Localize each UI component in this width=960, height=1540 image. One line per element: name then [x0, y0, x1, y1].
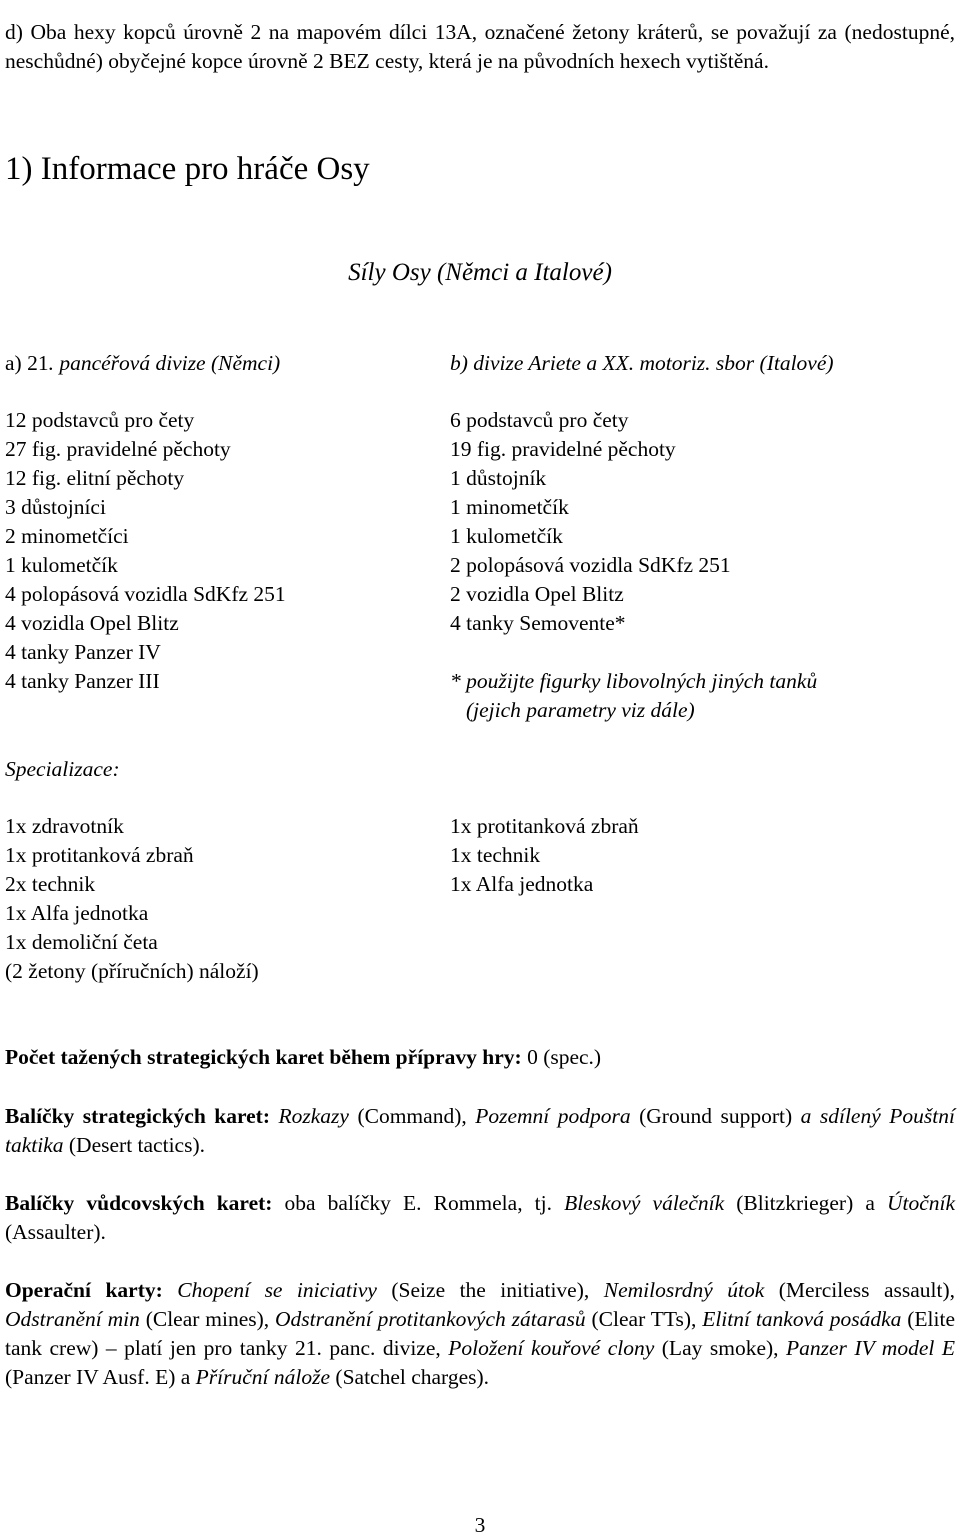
- card-name: Chopení se iniciativy: [177, 1278, 377, 1302]
- list-item: 1x Alfa jednotka: [450, 872, 594, 896]
- list-item: 27 fig. pravidelné pěchoty: [5, 437, 231, 461]
- subheading: Síly Osy (Němci a Italové): [348, 259, 612, 286]
- leader-decks: [5, 1189, 955, 1247]
- left-forces-title: [5, 349, 445, 378]
- deck-name: Bleskový válečník: [564, 1191, 725, 1215]
- card-name: Položení kouřové clony: [448, 1336, 655, 1360]
- text-run: (Desert tactics).: [63, 1133, 205, 1157]
- card-name: Odstranění min: [5, 1307, 140, 1331]
- strategic-decks: [5, 1102, 955, 1160]
- text-run: (Merciless assault),: [764, 1278, 956, 1302]
- list-item: 4 polopásová vozidla SdKfz 251: [5, 582, 286, 606]
- text-run: [163, 1278, 177, 1302]
- left-title-rest: . pancéřová divize (Němci): [48, 351, 281, 375]
- card-name: Nemilosrdný útok: [603, 1278, 765, 1302]
- text-run: (Seize the initiative),: [376, 1278, 604, 1302]
- right-forces-column: [450, 349, 950, 725]
- section-heading: 1) Informace pro hráče Osy: [5, 151, 370, 187]
- deck-name: Pozemní podpora: [475, 1104, 631, 1128]
- list-item: 1x technik: [450, 843, 541, 867]
- strategic-draw-label: Počet tažených strategických karet během přípravy hry:: [5, 1045, 522, 1069]
- text-run: (Clear TTs),: [585, 1307, 703, 1331]
- list-item: 2 minometčíci: [5, 524, 129, 548]
- list-item: 1x demoliční četa: [5, 930, 158, 954]
- card-name: Elitní tanková posádka: [702, 1307, 902, 1331]
- list-item: 1x protitanková zbraň: [450, 814, 639, 838]
- strategic-draw-value: 0 (spec.): [521, 1045, 602, 1069]
- specializations-label: Specializace:: [5, 757, 120, 781]
- text-run: (Command),: [348, 1104, 476, 1128]
- card-name: Odstranění protitankových zátarasů: [275, 1307, 586, 1331]
- text-run: (Panzer IV Ausf. E) a: [5, 1365, 196, 1389]
- text-run: (Lay smoke),: [654, 1336, 787, 1360]
- strategic-draw: [5, 1043, 955, 1072]
- text-run: (Assaulter).: [5, 1220, 106, 1244]
- list-item: 2 vozidla Opel Blitz: [450, 582, 624, 606]
- left-forces-column: [5, 349, 445, 696]
- list-item: 12 podstavců pro čety: [5, 408, 195, 432]
- footnote-line: * použijte figurky libovolných jiných tanků: [450, 669, 818, 693]
- list-item: 12 fig. elitní pěchoty: [5, 466, 185, 490]
- text-run: (Satchel charges).: [330, 1365, 490, 1389]
- deck-name: Rozkazy: [278, 1104, 349, 1128]
- spacer: [5, 378, 445, 406]
- text-run: [270, 1104, 279, 1128]
- text-run: oba balíčky E. Rommela, tj.: [272, 1191, 565, 1215]
- spec-left-column: [5, 812, 445, 986]
- page-number: 3: [474, 1513, 486, 1537]
- list-item: 6 podstavců pro čety: [450, 408, 629, 432]
- text-run: (Elite tank crew) – platí jen pro tanky 21. panc. divize,: [5, 1307, 955, 1360]
- list-item: 1x zdravotník: [5, 814, 124, 838]
- deck-name: a sdílený Pouštní taktika: [5, 1104, 955, 1157]
- card-name: Panzer IV model E: [786, 1336, 955, 1360]
- footnote-line: (jejich parametry viz dále): [466, 698, 695, 722]
- list-item: 2x technik: [5, 872, 96, 896]
- list-item: 1 kulometčík: [5, 553, 118, 577]
- operation-cards: [5, 1276, 955, 1392]
- list-item: 3 důstojníci: [5, 495, 106, 519]
- operation-cards-label: Operační karty:: [5, 1278, 163, 1302]
- list-item: 1x Alfa jednotka: [5, 901, 149, 925]
- list-item: 1 minometčík: [450, 495, 569, 519]
- card-name: Příruční nálože: [195, 1365, 331, 1389]
- list-item: 1 důstojník: [450, 466, 547, 490]
- list-item: 19 fig. pravidelné pěchoty: [450, 437, 676, 461]
- leader-decks-label: Balíčky vůdcovských karet:: [5, 1191, 273, 1215]
- spacer: [450, 378, 950, 406]
- text-run: (Ground support): [630, 1104, 801, 1128]
- intro-paragraph: d) Oba hexy kopců úrovně 2 na mapovém dílci 13A, označené žetony kráterů, se považují za (nedostupné, neschůdné) obyčejné kopce úrovně 2 BEZ cesty, která je na původních hexech vytištěná.: [5, 19, 955, 73]
- right-forces-title: b) divize Ariete a XX. motoriz. sbor (Italové): [450, 351, 834, 375]
- deck-name: Útočník: [886, 1191, 955, 1215]
- list-item: 4 tanky Panzer III: [5, 669, 160, 693]
- list-item: 4 tanky Panzer IV: [5, 640, 161, 664]
- spacer: [450, 638, 950, 667]
- spec-right-column: [450, 812, 950, 899]
- text-run: (Clear mines),: [139, 1307, 275, 1331]
- list-item: 2 polopásová vozidla SdKfz 251: [450, 553, 731, 577]
- list-item: (2 žetony (příručních) náloží): [5, 959, 259, 983]
- text-run: (Blitzkrieger) a: [724, 1191, 887, 1215]
- left-title-prefix: a) 21: [5, 351, 49, 375]
- list-item: 1x protitanková zbraň: [5, 843, 194, 867]
- list-item: 4 tanky Semovente*: [450, 611, 626, 635]
- list-item: 1 kulometčík: [450, 524, 563, 548]
- list-item: 4 vozidla Opel Blitz: [5, 611, 179, 635]
- strategic-decks-label: Balíčky strategických karet:: [5, 1104, 270, 1128]
